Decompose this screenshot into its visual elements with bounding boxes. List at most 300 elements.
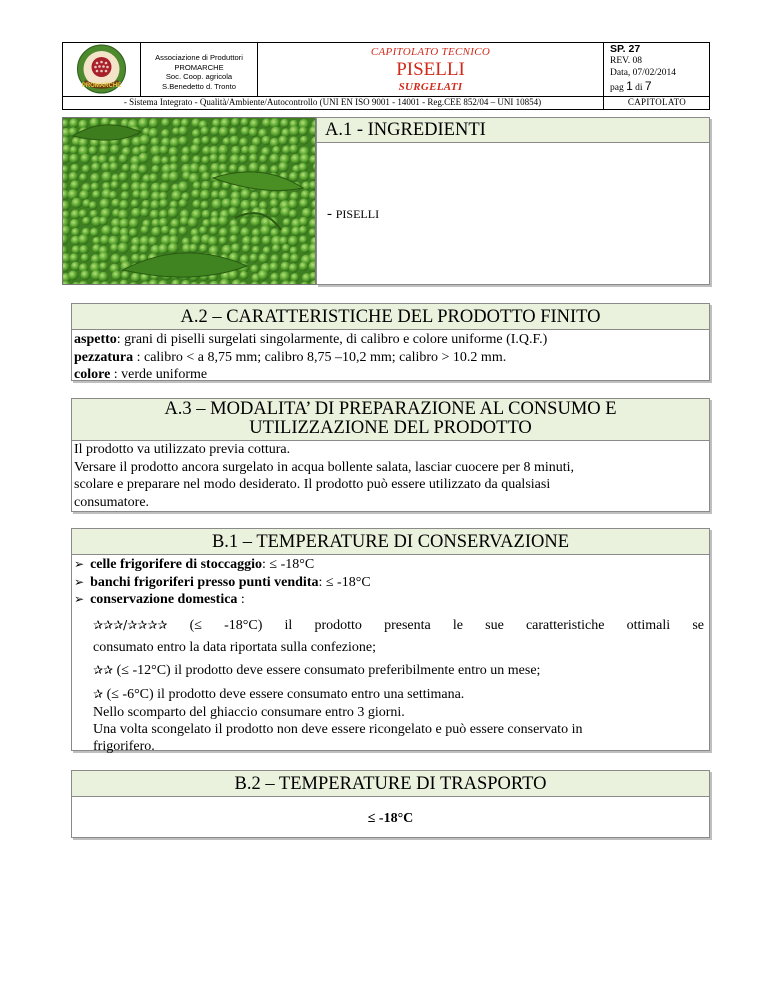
pea: [200, 201, 209, 210]
pea: [299, 199, 309, 209]
pea: [200, 190, 211, 201]
pea: [99, 217, 108, 226]
a3-line: consumatore.: [74, 494, 150, 510]
pea: [110, 145, 120, 155]
doc-type: CAPITOLATO TECNICO: [370, 46, 491, 58]
pea: [212, 119, 221, 128]
pea: [180, 217, 190, 227]
pea: [129, 228, 138, 237]
pea: [131, 254, 140, 263]
pea: [302, 208, 312, 218]
pea: [169, 163, 179, 173]
pea: [280, 119, 289, 128]
bullet-value: : ≤ -18°C: [318, 574, 371, 590]
pea: [68, 271, 78, 281]
pea: [259, 155, 268, 164]
pea: [138, 118, 149, 129]
pea: [72, 245, 81, 254]
stars3-line: [93, 614, 704, 637]
a3-line: Versare il prodotto ancora surgelato in acqua bollente salata, lasciar cuocere per 8 minuti,: [74, 459, 575, 475]
pea: [290, 254, 300, 264]
b1-content: [74, 556, 704, 755]
colore-label: colore: [74, 367, 111, 382]
pea: [209, 154, 218, 163]
pea: [240, 271, 249, 280]
pea: [299, 226, 308, 235]
pea: [119, 200, 129, 210]
pea: [192, 200, 201, 209]
association-cell: [141, 42, 258, 96]
pea: [271, 127, 282, 138]
pea: [230, 225, 241, 236]
pea: [282, 253, 291, 262]
pea: [138, 153, 149, 164]
pea: [140, 190, 151, 201]
pea: [230, 136, 240, 146]
bullet-item: [74, 591, 704, 609]
pea: [289, 126, 300, 137]
star-icon: ✰✰: [93, 662, 114, 677]
pea: [301, 190, 311, 200]
pea: [281, 227, 291, 237]
doc-date: Data, 07/02/2014: [610, 68, 676, 78]
pea: [142, 200, 151, 209]
pea: [278, 191, 289, 202]
association-line: Associazione di Produttori: [155, 53, 243, 62]
stars3-text-cont: consumato entro la data riportata sulla confezione;: [93, 639, 377, 655]
pea: [230, 198, 241, 209]
peas-image: [63, 118, 316, 285]
pea: [258, 270, 269, 281]
pea: [250, 192, 260, 202]
stars2-text: (≤ -12°C) il prodotto deve essere consumato preferibilmente entro un mese;: [113, 662, 541, 678]
pea: [111, 199, 120, 208]
pea: [99, 252, 110, 263]
a3-title-line2: UTILIZZAZIONE DEL PRODOTTO: [249, 418, 532, 438]
pea: [260, 225, 271, 236]
pea: [81, 254, 90, 263]
pea: [171, 190, 182, 201]
pea: [242, 244, 251, 253]
product-subtitle: SURGELATI: [398, 81, 463, 93]
pea: [161, 226, 170, 235]
association-line: S.Benedetto d. Tronto: [162, 81, 236, 91]
pea: [118, 243, 129, 254]
revision: REV. 08: [610, 56, 643, 66]
pea: [240, 200, 251, 211]
arrow-bullet-icon: ➢: [74, 574, 85, 589]
pea: [168, 208, 179, 219]
pea: [278, 162, 288, 172]
pea: [229, 235, 238, 244]
transport-temperature: ≤ -18°C: [367, 811, 414, 826]
pea: [230, 154, 241, 165]
pea: [270, 165, 279, 174]
pea: [210, 127, 219, 136]
bullet-label: celle frigorifere di stoccaggio: [90, 557, 263, 572]
ingredient-item: [327, 206, 379, 223]
a3-line: Il prodotto va utilizzato previa cottura.: [74, 442, 291, 457]
pea: [150, 200, 160, 210]
pea: [178, 181, 189, 192]
pea: [111, 226, 121, 236]
pea: [71, 228, 80, 237]
pea: [299, 127, 308, 136]
pea: [69, 154, 79, 164]
pea: [239, 155, 248, 164]
a3-line: scolare e preparare nel modo desiderato. Il prodotto può essere utilizzato da qualsiasi: [74, 477, 551, 492]
bullet-value: : ≤ -18°C: [262, 557, 315, 572]
pea: [252, 246, 261, 255]
pea: [150, 210, 160, 220]
page-current: 1: [626, 79, 633, 93]
pea: [282, 244, 291, 253]
pezzatura-line: [74, 349, 547, 367]
section-a3: [71, 398, 710, 512]
pea: [239, 138, 248, 147]
pea: [89, 146, 98, 155]
pea: [71, 262, 80, 271]
pea: [159, 145, 168, 154]
pea: [178, 126, 188, 136]
pea: [299, 262, 308, 271]
pea: [99, 272, 109, 282]
a3-content: [74, 441, 574, 511]
pea: [289, 263, 298, 272]
stars3-text: (≤ -18°C) il prodotto presenta le sue caratteristiche ottimali se: [167, 617, 704, 633]
pea: [192, 129, 201, 138]
pea: [172, 119, 181, 128]
ingredient-dash: -: [327, 206, 336, 222]
pea: [219, 127, 229, 137]
section-a1-title: A.1 - INGREDIENTI: [317, 118, 709, 143]
arrow-bullet-icon: ➢: [74, 557, 85, 571]
pea: [289, 210, 298, 219]
pea: [170, 219, 180, 229]
pea: [151, 227, 161, 237]
pea: [300, 154, 310, 164]
pea: [241, 189, 252, 200]
peas-photo: [62, 117, 316, 285]
pea: [218, 216, 229, 227]
pea: [269, 154, 280, 165]
pea: [80, 270, 90, 280]
product-title: PISELLI: [396, 59, 465, 80]
pea: [211, 190, 220, 199]
pea: [131, 208, 141, 218]
pea: [208, 236, 218, 246]
association-line: Soc. Coop. agricola: [165, 72, 233, 82]
pea: [251, 236, 261, 246]
pea: [270, 138, 280, 148]
pea: [138, 165, 148, 175]
pea: [228, 207, 238, 217]
pea: [71, 198, 82, 209]
pea: [100, 235, 110, 245]
pea: [190, 163, 200, 173]
ingredient-name: PISELLI: [335, 207, 380, 221]
aspetto-line: [74, 331, 547, 349]
thaw-text: Una volta scongelato il prodotto non deve essere ricongelato e può essere conservato in: [93, 721, 583, 737]
ice-text: Nello scomparto del ghiaccio consumare entro 3 giorni.: [93, 704, 405, 720]
pea: [169, 147, 179, 157]
colore-line: [74, 366, 547, 384]
pea: [240, 118, 249, 127]
pea: [159, 210, 168, 219]
page-prefix: pag: [610, 83, 627, 93]
pea: [202, 210, 211, 219]
pea: [69, 172, 79, 182]
star-icon: ✰: [93, 686, 104, 701]
pea: [280, 271, 291, 282]
section-b1-title: B.1 – TEMPERATURE DI CONSERVAZIONE: [72, 529, 709, 555]
pea: [148, 237, 158, 247]
pea: [139, 135, 150, 146]
pea: [111, 254, 121, 264]
pea: [82, 217, 91, 226]
stars2-line: [93, 659, 704, 682]
pea: [70, 219, 80, 229]
pea: [82, 165, 91, 174]
pea: [70, 180, 80, 190]
pea: [201, 136, 210, 145]
pea: [209, 227, 218, 236]
pea: [201, 172, 210, 181]
pea: [181, 119, 190, 128]
pea: [131, 273, 141, 283]
title-cell: [258, 42, 604, 96]
pea: [121, 183, 130, 192]
pea: [112, 271, 122, 281]
bullet-label: banchi frigoriferi presso punti vendita: [90, 574, 319, 590]
pea: [229, 164, 238, 173]
pea: [219, 228, 229, 238]
pea: [249, 128, 259, 138]
pezzatura-label: pezzatura: [74, 349, 134, 365]
pea: [249, 254, 258, 263]
colore-text: : verde uniforme: [110, 367, 208, 382]
pea: [90, 228, 99, 237]
pea: [139, 245, 148, 254]
pea: [121, 271, 130, 280]
pea: [111, 181, 120, 190]
pea: [270, 199, 279, 208]
pea: [199, 226, 208, 235]
section-a2-title: A.2 – CARATTERISTICHE DEL PRODOTTO FINITO: [72, 304, 709, 330]
pea: [220, 118, 230, 128]
page-of: di: [632, 83, 645, 93]
pea: [291, 273, 300, 282]
page-total: 7: [644, 79, 652, 93]
pea: [89, 201, 98, 210]
pea: [161, 129, 170, 138]
pea: [291, 154, 301, 164]
pea: [131, 245, 140, 254]
pea: [149, 118, 159, 128]
pea: [131, 199, 140, 208]
section-b1: [71, 528, 710, 754]
bullet-item: [74, 574, 704, 592]
pea: [298, 163, 307, 172]
star-icon: ✰✰✰/✰✰✰✰: [93, 617, 168, 632]
pea: [79, 190, 89, 200]
pea: [283, 218, 292, 227]
pea: [211, 137, 220, 146]
pea: [140, 226, 149, 235]
pea: [179, 227, 188, 236]
pea: [212, 181, 221, 190]
a3-title-line1: A.3 – MODALITA’ DI PREPARAZIONE AL CONSUMO E: [164, 399, 617, 419]
section-b2-title: B.2 – TEMPERATURE DI TRASPORTO: [72, 771, 709, 797]
pea: [178, 136, 188, 146]
pea: [250, 119, 260, 129]
pea: [289, 145, 298, 154]
pea: [300, 136, 309, 145]
pea: [99, 145, 109, 155]
page-number: [610, 79, 710, 95]
pea: [299, 217, 309, 227]
logo-cell: [62, 42, 141, 96]
pea: [270, 254, 279, 263]
pea: [91, 163, 101, 173]
pea: [131, 173, 141, 183]
pea: [240, 217, 249, 226]
pea: [92, 190, 101, 199]
pea: [90, 173, 100, 183]
sp-code: SP. 27: [610, 43, 641, 55]
bullet-label: conservazione domestica: [90, 592, 238, 607]
pea: [260, 189, 271, 200]
stars1-line: [93, 685, 704, 704]
pea: [119, 154, 129, 164]
bullet-item: [74, 556, 704, 574]
pea: [262, 136, 271, 145]
promarche-logo: [62, 42, 141, 96]
norms-text: - Sistema Integrato - Qualità/Ambiente/Autocontrollo (UNI EN ISO 9001 - 14001 - Reg.CEE 852/04 – UNI 10854): [62, 96, 604, 110]
pea: [179, 199, 188, 208]
pea: [201, 181, 211, 191]
pea: [212, 199, 223, 210]
pea: [240, 227, 250, 237]
pea: [170, 155, 179, 164]
pea: [188, 217, 199, 228]
pea: [170, 137, 180, 147]
pea: [262, 236, 272, 246]
pea: [121, 138, 131, 148]
meta-cell: [604, 42, 710, 96]
pea: [231, 146, 241, 156]
pea: [182, 147, 191, 156]
pea: [152, 155, 162, 165]
pea: [151, 165, 160, 174]
pea: [168, 243, 179, 254]
aspetto-text: : grani di piselli surgelati singolarmente, di calibro e colore uniforme (I.Q.F.): [116, 332, 548, 347]
pea: [140, 208, 149, 217]
pea: [289, 172, 299, 182]
pezzatura-text: : calibro < a 8,75 mm; calibro 8,75 –10,2 mm; calibro > 10.2 mm.: [133, 349, 507, 365]
pea: [199, 244, 208, 253]
aspetto-label: aspetto: [74, 332, 117, 347]
pea: [149, 173, 158, 182]
pea: [278, 136, 288, 146]
pea: [288, 236, 299, 247]
pea: [192, 155, 201, 164]
pea: [191, 235, 201, 245]
thaw-text-cont: frigorifero.: [93, 738, 155, 754]
pea: [109, 191, 118, 200]
pea: [79, 245, 88, 254]
pea: [159, 199, 168, 208]
section-a2: [71, 303, 710, 381]
pea: [78, 234, 88, 244]
pea: [149, 128, 159, 138]
pea: [120, 234, 130, 244]
pea: [250, 217, 261, 228]
stars-block: [74, 614, 704, 755]
pea: [272, 146, 281, 155]
pea: [119, 218, 129, 228]
pea: [122, 164, 131, 173]
pea: [272, 244, 281, 253]
pea: [229, 127, 238, 136]
pea: [159, 182, 169, 192]
pea: [69, 118, 79, 128]
pea: [193, 181, 202, 190]
pea: [231, 118, 240, 127]
logo-text: PROMARCHE: [81, 83, 122, 89]
pea: [200, 127, 209, 136]
arrow-bullet-icon: ➢: [74, 592, 85, 606]
pea: [299, 171, 309, 181]
pea: [101, 225, 112, 236]
pea: [288, 199, 298, 209]
pea: [129, 218, 139, 228]
pea: [80, 154, 90, 164]
pea: [191, 189, 200, 198]
stars1-text: (≤ -6°C) il prodotto deve essere consumato entro una settimana.: [103, 686, 465, 702]
pea: [91, 182, 100, 191]
pea: [169, 172, 180, 183]
pea: [119, 172, 129, 182]
pea: [70, 253, 79, 262]
capitolato-label: CAPITOLATO: [627, 97, 687, 107]
pea: [158, 244, 168, 254]
pea: [70, 164, 79, 173]
pea: [101, 172, 112, 183]
pea: [250, 265, 259, 274]
pea: [161, 118, 170, 127]
pea: [189, 244, 198, 253]
section-b2: [71, 770, 710, 838]
bullet-value: :: [237, 592, 245, 607]
association-line: PROMARCHE: [174, 62, 224, 72]
pea: [161, 156, 170, 165]
pea: [218, 154, 228, 164]
pea: [258, 253, 268, 263]
pea: [269, 262, 279, 272]
pea: [231, 243, 241, 253]
pea: [249, 154, 258, 163]
pea: [100, 199, 111, 210]
pea: [299, 236, 308, 245]
pea: [79, 173, 88, 182]
section-a1: [316, 117, 710, 285]
pea: [99, 262, 108, 271]
pea: [190, 144, 200, 154]
pea: [201, 156, 210, 165]
pea: [70, 146, 79, 155]
a2-content: [74, 331, 547, 384]
